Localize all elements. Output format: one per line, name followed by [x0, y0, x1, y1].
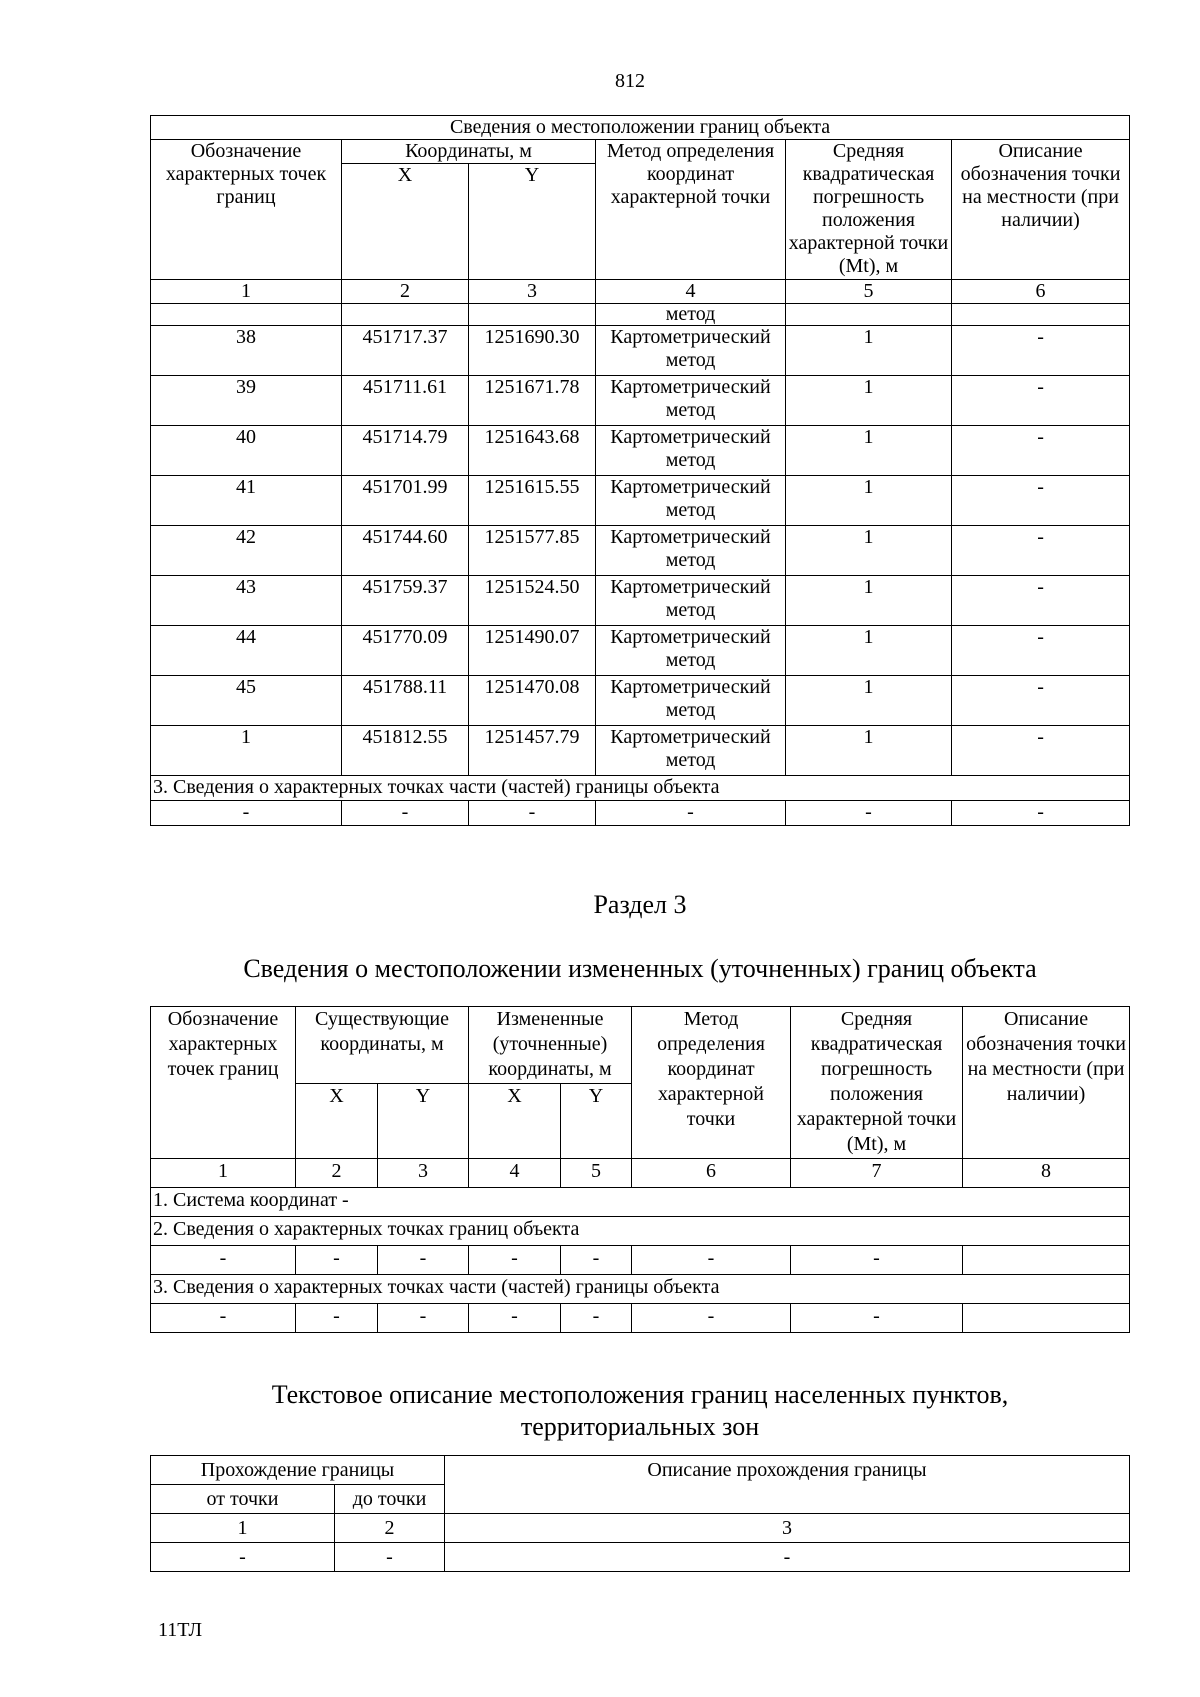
part-cell: - — [786, 801, 952, 826]
header-designation: Обозначение характерных точек границ — [151, 140, 342, 280]
column-number: 2 — [296, 1159, 378, 1188]
header-existing-y: Y — [378, 1084, 469, 1159]
coord-x: 451714.79 — [342, 426, 469, 476]
header-passage: Прохождение границы — [151, 1456, 445, 1485]
method: Картометрический метод — [596, 376, 786, 426]
table1-caption: Сведения о местоположении границ объекта — [151, 116, 1130, 140]
header-description: Описание обозначения точки на местности (при наличии) — [963, 1007, 1130, 1159]
boundary-description-table — [150, 1455, 1130, 1572]
accuracy: 1 — [786, 326, 952, 376]
description: - — [952, 426, 1130, 476]
points-cell — [963, 1246, 1130, 1275]
coord-y: 1251577.85 — [469, 526, 596, 576]
coord-y: 1251470.08 — [469, 676, 596, 726]
point-id: 45 — [151, 676, 342, 726]
coord-x: 451759.37 — [342, 576, 469, 626]
accuracy: 1 — [786, 626, 952, 676]
table-row — [151, 476, 1130, 526]
header-existing: Существующие координаты, м — [296, 1007, 469, 1084]
header-to-point: до точки — [335, 1485, 445, 1514]
part-cell: - — [151, 801, 342, 826]
part-cell: - — [151, 1304, 296, 1333]
part-cell: - — [561, 1304, 632, 1333]
coord-x: 451717.37 — [342, 326, 469, 376]
table-row — [151, 626, 1130, 676]
table-row — [151, 676, 1130, 726]
accuracy: 1 — [786, 476, 952, 526]
column-number: 6 — [952, 280, 1130, 304]
points-cell: - — [561, 1246, 632, 1275]
coord-x: 451788.11 — [342, 676, 469, 726]
accuracy: 1 — [786, 376, 952, 426]
column-number: 1 — [151, 1159, 296, 1188]
accuracy: 1 — [786, 676, 952, 726]
method: Картометрический метод — [596, 576, 786, 626]
coord-x: 451812.55 — [342, 726, 469, 776]
accuracy: 1 — [786, 526, 952, 576]
part-cell: - — [342, 801, 469, 826]
description: - — [952, 676, 1130, 726]
section-subtitle: Сведения о местоположении измененных (уточненных) границ объекта — [243, 954, 1037, 983]
coord-x: 451701.99 — [342, 476, 469, 526]
header-description: Описание обозначения точки на местности (при наличии) — [952, 140, 1130, 280]
point-id: 38 — [151, 326, 342, 376]
continued-method: метод — [596, 304, 786, 326]
coord-y: 1251524.50 — [469, 576, 596, 626]
point-id: 44 — [151, 626, 342, 676]
coord-y: 1251490.07 — [469, 626, 596, 676]
coord-x: 451770.09 — [342, 626, 469, 676]
method: Картометрический метод — [596, 726, 786, 776]
changed-boundaries-table — [150, 1006, 1130, 1333]
point-id: 43 — [151, 576, 342, 626]
coord-y: 1251457.79 — [469, 726, 596, 776]
column-number: 5 — [786, 280, 952, 304]
coord-x: 451711.61 — [342, 376, 469, 426]
coord-y: 1251690.30 — [469, 326, 596, 376]
points-cell: - — [791, 1246, 963, 1275]
description-cell: - — [445, 1543, 1130, 1572]
accuracy: 1 — [786, 726, 952, 776]
text-description-heading-line2: территориальных зон — [520, 1412, 760, 1441]
header-coordinates: Координаты, м — [342, 140, 596, 164]
column-number: 2 — [335, 1514, 445, 1543]
description: - — [952, 326, 1130, 376]
column-number: 7 — [791, 1159, 963, 1188]
method: Картометрический метод — [596, 626, 786, 676]
method: Картометрический метод — [596, 676, 786, 726]
column-number: 3 — [469, 280, 596, 304]
section-title: Раздел 3 — [593, 890, 687, 919]
part-heading: 3. Сведения о характерных точках части (частей) границы объекта — [151, 776, 1130, 801]
part-cell: - — [296, 1304, 378, 1333]
part-cell: - — [791, 1304, 963, 1333]
table-row — [151, 426, 1130, 476]
header-changed-x: X — [469, 1084, 561, 1159]
boundary-points-table — [150, 115, 1130, 826]
points-heading: 2. Сведения о характерных точках границ объекта — [151, 1217, 1130, 1246]
part-cell: - — [469, 801, 596, 826]
header-accuracy: Средняя квадратическая погрешность положения характерной точки (Mt), м — [791, 1007, 963, 1159]
description: - — [952, 726, 1130, 776]
column-number: 4 — [469, 1159, 561, 1188]
header-x: X — [342, 164, 469, 280]
coordinate-system: 1. Система координат - — [151, 1188, 1130, 1217]
points-cell: - — [469, 1246, 561, 1275]
column-number: 5 — [561, 1159, 632, 1188]
method: Картометрический метод — [596, 476, 786, 526]
column-number: 2 — [342, 280, 469, 304]
part-cell — [963, 1304, 1130, 1333]
description: - — [952, 526, 1130, 576]
accuracy: 1 — [786, 576, 952, 626]
header-passage-description: Описание прохождения границы — [445, 1456, 1130, 1514]
table-row — [151, 376, 1130, 426]
part-cell: - — [632, 1304, 791, 1333]
point-id: 40 — [151, 426, 342, 476]
part-heading: 3. Сведения о характерных точках части (частей) границы объекта — [151, 1275, 1130, 1304]
points-cell: - — [632, 1246, 791, 1275]
part-cell: - — [952, 801, 1130, 826]
column-number: 8 — [963, 1159, 1130, 1188]
footer-code: 11ТЛ — [158, 1619, 203, 1641]
coord-x: 451744.60 — [342, 526, 469, 576]
page-number: 812 — [615, 70, 645, 92]
header-from-point: от точки — [151, 1485, 335, 1514]
description: - — [952, 626, 1130, 676]
column-number: 3 — [378, 1159, 469, 1188]
column-number: 4 — [596, 280, 786, 304]
description: - — [952, 376, 1130, 426]
points-cell: - — [296, 1246, 378, 1275]
table-row — [151, 726, 1130, 776]
text-description-heading — [0, 1379, 1200, 1443]
header-existing-x: X — [296, 1084, 378, 1159]
description: - — [952, 576, 1130, 626]
table-row — [151, 526, 1130, 576]
point-id: 41 — [151, 476, 342, 526]
text-description-heading-line1: Текстовое описание местоположения границ населенных пунктов, — [271, 1380, 1009, 1409]
column-number: 6 — [632, 1159, 791, 1188]
points-cell: - — [378, 1246, 469, 1275]
points-cell: - — [151, 1246, 296, 1275]
table-row — [151, 326, 1130, 376]
column-number: 1 — [151, 280, 342, 304]
from-cell: - — [151, 1543, 335, 1572]
header-accuracy: Средняя квадратическая погрешность положения характерной точки (Mt), м — [786, 140, 952, 280]
coord-y: 1251615.55 — [469, 476, 596, 526]
part-cell: - — [596, 801, 786, 826]
method: Картометрический метод — [596, 326, 786, 376]
header-method: Метод определения координат характерной точки — [632, 1007, 791, 1159]
header-designation: Обозначение характерных точек границ — [151, 1007, 296, 1159]
method: Картометрический метод — [596, 526, 786, 576]
column-number: 1 — [151, 1514, 335, 1543]
table-row — [151, 576, 1130, 626]
coord-y: 1251671.78 — [469, 376, 596, 426]
point-id: 39 — [151, 376, 342, 426]
accuracy: 1 — [786, 426, 952, 476]
to-cell: - — [335, 1543, 445, 1572]
point-id: 42 — [151, 526, 342, 576]
method: Картометрический метод — [596, 426, 786, 476]
header-changed: Измененные (уточненные) координаты, м — [469, 1007, 632, 1084]
part-cell: - — [469, 1304, 561, 1333]
coord-y: 1251643.68 — [469, 426, 596, 476]
header-y: Y — [469, 164, 596, 280]
part-cell: - — [378, 1304, 469, 1333]
description: - — [952, 476, 1130, 526]
header-method: Метод определения координат характерной точки — [596, 140, 786, 280]
header-changed-y: Y — [561, 1084, 632, 1159]
column-number: 3 — [445, 1514, 1130, 1543]
point-id: 1 — [151, 726, 342, 776]
